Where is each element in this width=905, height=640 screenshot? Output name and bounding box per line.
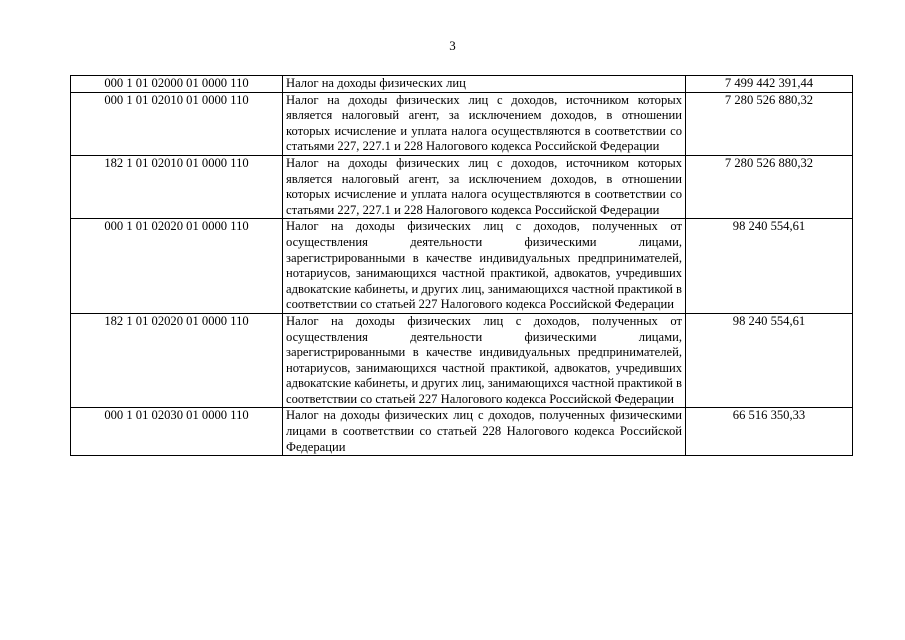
row-amount: 98 240 554,61 [686, 219, 853, 314]
row-code: 182 1 01 02010 01 0000 110 [71, 155, 283, 218]
row-name-text: Налог на доходы физических лиц с доходов, полученных физическими лицами в соответствии со статьей 228 Налогового кодекса Российской Федерации [286, 408, 682, 454]
row-name [283, 92, 686, 155]
row-code: 000 1 01 02020 01 0000 110 [71, 219, 283, 314]
row-code: 000 1 01 02000 01 0000 110 [71, 76, 283, 93]
row-name [283, 408, 686, 456]
table-row [71, 92, 853, 155]
row-name-text: Налог на доходы физических лиц с доходов, полученных от осуществления деятельности физическими лицами, зарегистрированными в качестве индивидуальных предпринимателей, нотариусов, занимающихся частной практикой, адвокатов, учредивших адвокатские кабинеты, и других лиц, занимающихся частной практикой в соответствии со статьей 227 Налогового кодекса Российской Федерации [286, 219, 682, 312]
row-code: 000 1 01 02030 01 0000 110 [71, 408, 283, 456]
row-name [283, 155, 686, 218]
row-amount: 7 280 526 880,32 [686, 155, 853, 218]
row-name-text: Налог на доходы физических лиц с доходов, источником которых является налоговый агент, за исключением доходов, в отношении которых исчисление и уплата налога осуществляются в соответствии со статьями 227, 227.1 и 228 Налогового кодекса Российской Федерации [286, 92, 682, 154]
row-code: 182 1 01 02020 01 0000 110 [71, 313, 283, 408]
row-amount: 7 280 526 880,32 [686, 92, 853, 155]
page-number: 3 [449, 38, 456, 53]
row-code: 000 1 01 02010 01 0000 110 [71, 92, 283, 155]
table-row [71, 408, 853, 456]
table-row [71, 219, 853, 314]
row-name-text: Налог на доходы физических лиц [286, 76, 466, 90]
table-row [71, 155, 853, 218]
row-name [283, 313, 686, 408]
row-name [283, 219, 686, 314]
income-table-body [71, 76, 853, 456]
row-name-text: Налог на доходы физических лиц с доходов, полученных от осуществления деятельности физическими лицами, зарегистрированными в качестве индивидуальных предпринимателей, нотариусов, занимающихся частной практикой, адвокатов, учредивших адвокатские кабинеты, и других лиц, занимающихся частной практикой в соответствии со статьей 227 Налогового кодекса Российской Федерации [286, 313, 682, 406]
table-row [71, 76, 853, 93]
row-amount: 66 516 350,33 [686, 408, 853, 456]
row-name [283, 76, 686, 93]
row-amount: 98 240 554,61 [686, 313, 853, 408]
row-amount: 7 499 442 391,44 [686, 76, 853, 93]
row-name-text: Налог на доходы физических лиц с доходов, источником которых является налоговый агент, за исключением доходов, в отношении которых исчисление и уплата налога осуществляются в соответствии со статьями 227, 227.1 и 228 Налогового кодекса Российской Федерации [286, 155, 682, 217]
income-table [70, 75, 853, 456]
table-row [71, 313, 853, 408]
